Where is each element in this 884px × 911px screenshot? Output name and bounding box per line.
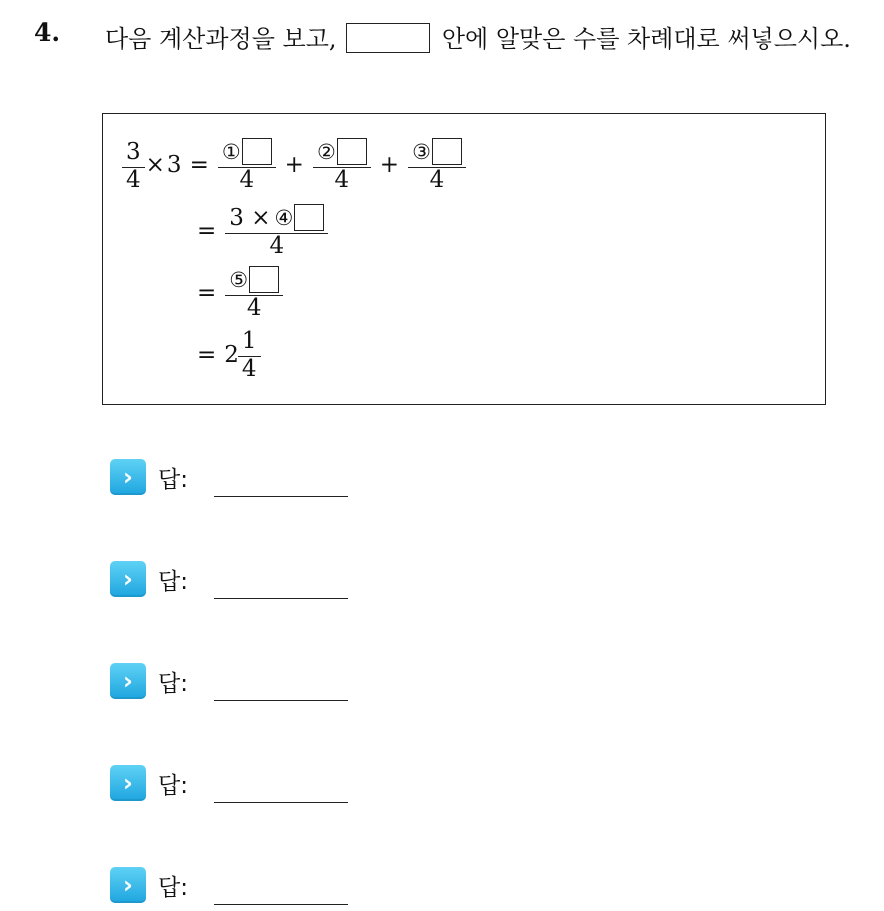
marker-4: ④ [274, 205, 294, 230]
answer-label: 답: [158, 875, 188, 901]
answer-blank-3 [432, 138, 462, 165]
equals-sign: = [197, 218, 217, 244]
question-number: 4. [34, 18, 61, 47]
answer-row-3 [110, 663, 188, 699]
plus-sign-1: + [284, 152, 304, 178]
calc-line-3 [189, 266, 284, 320]
chevron-right-icon: › [110, 561, 146, 597]
mixed-numerator: 1 [241, 328, 257, 354]
chevron-right-icon: › [110, 459, 146, 495]
lhs-denominator: 4 [122, 167, 145, 192]
line2-prefix: 3 × [229, 204, 271, 231]
answer-label: 답: [158, 569, 188, 595]
times-sign: × [145, 152, 165, 178]
calc-line-2 [189, 204, 329, 258]
multiplier: 3 [166, 152, 182, 178]
term-fraction-1 [220, 138, 274, 192]
answer-line-3[interactable] [214, 700, 348, 701]
plus-sign-2: + [379, 152, 400, 178]
term-fraction-3 [410, 138, 464, 192]
answer-line-5[interactable] [214, 904, 348, 905]
chevron-right-icon: › [110, 663, 146, 699]
answer-line-2[interactable] [214, 598, 348, 599]
mixed-denominator: 4 [238, 356, 261, 381]
mixed-fraction [240, 328, 259, 381]
answer-line-1[interactable] [214, 496, 348, 497]
line2-denominator: 4 [225, 233, 328, 258]
marker-2: ② [316, 139, 336, 164]
equals-sign: = [197, 341, 217, 368]
answer-label: 답: [158, 671, 188, 697]
question-text [105, 17, 865, 61]
calculation-box [102, 113, 826, 405]
marker-3: ③ [412, 139, 431, 164]
answer-row-2 [110, 561, 188, 597]
marker-1: ① [221, 139, 241, 164]
lhs-fraction [124, 139, 143, 192]
line3-denominator: 4 [225, 295, 283, 320]
answer-blank-1 [242, 138, 272, 165]
chevron-right-icon: › [110, 765, 146, 801]
term-1-denominator: 4 [218, 167, 276, 192]
answer-row-5 [110, 867, 188, 903]
mixed-whole: 2 [224, 341, 239, 368]
answer-blank-2 [337, 138, 367, 165]
equals-sign: = [189, 152, 209, 178]
line3-fraction [227, 266, 281, 320]
equals-sign: = [197, 280, 217, 306]
marker-5: ⑤ [229, 267, 249, 292]
answer-blank-4 [294, 204, 324, 231]
term-3-denominator: 4 [408, 167, 466, 192]
answer-row-4 [110, 765, 188, 801]
answer-label: 답: [158, 467, 188, 493]
answer-line-4[interactable] [214, 802, 348, 803]
line2-fraction [227, 204, 326, 258]
calc-line-4 [189, 328, 262, 381]
lhs-numerator: 3 [126, 138, 141, 165]
term-2-denominator: 4 [313, 167, 371, 192]
calc-line-1 [121, 138, 467, 192]
answer-row-1 [110, 459, 188, 495]
question-text-before: 다음 계산과정을 보고, [105, 25, 337, 53]
inline-blank-box [346, 23, 430, 53]
answer-blank-5 [249, 266, 279, 293]
chevron-right-icon: › [110, 867, 146, 903]
answer-label: 답: [158, 773, 188, 799]
term-fraction-2 [315, 138, 369, 192]
question-text-after: 안에 알맞은 수를 차례대로 써넣으시오. [441, 25, 851, 53]
